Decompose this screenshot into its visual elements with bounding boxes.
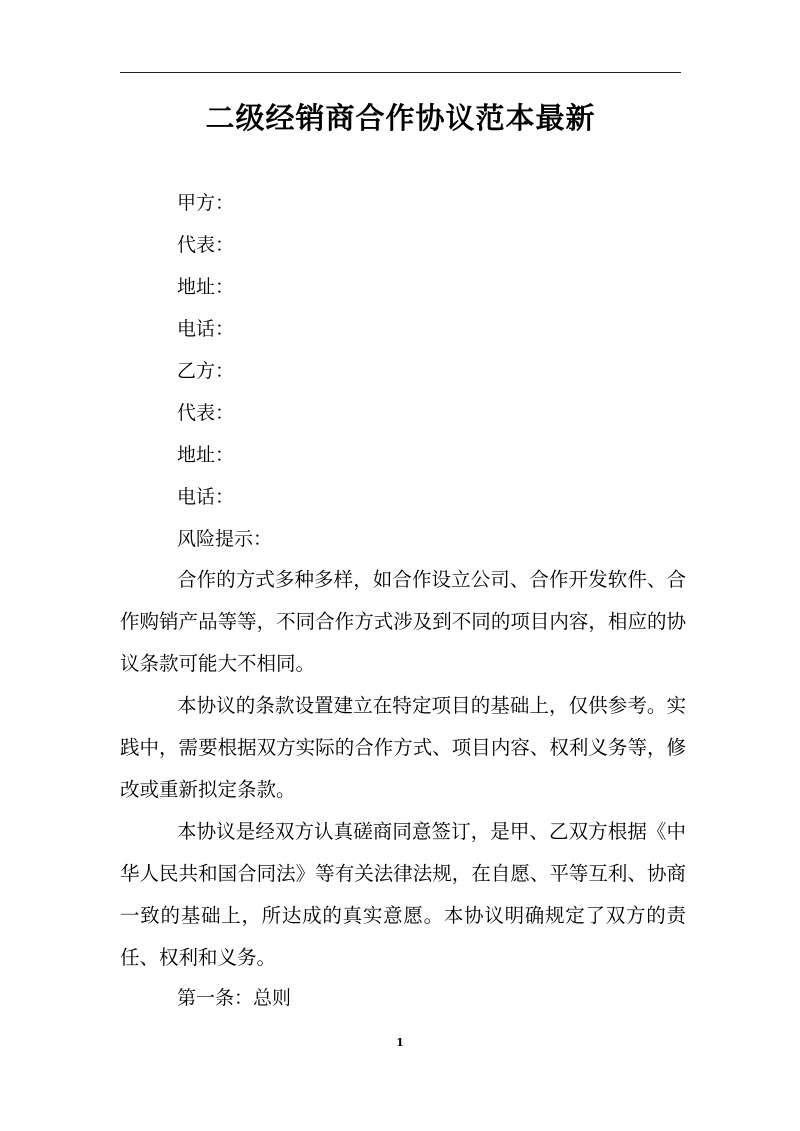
paragraph-agreement-basis: 本协议是经双方认真磋商同意签订，是甲、乙双方根据《中华人民共和国合同法》等有关法律法规，在自愿、平等互利、协商一致的基础上，所达成的真实意愿。本协议明确规定了双方的责任、权利和义务。 <box>120 820 686 969</box>
header-rule <box>120 72 681 73</box>
party-b-address-label: 地址： <box>177 444 235 466</box>
party-a-phone-label: 电话： <box>177 318 235 340</box>
article-1-heading: 第一条：总则 <box>177 987 292 1009</box>
party-b-representative-label: 代表： <box>177 402 235 424</box>
party-b-label: 乙方： <box>177 360 235 382</box>
party-a-address-label: 地址： <box>177 276 235 298</box>
paragraph-cooperation-methods: 合作的方式多种多样，如合作设立公司、合作开发软件、合作购销产品等等，不同合作方式涉及到不同的项目内容，相应的协议条款可能大不相同。 <box>120 568 686 675</box>
party-b-phone-label: 电话： <box>177 486 235 508</box>
document-title: 二级经销商合作协议范本最新 <box>205 101 596 135</box>
page-number: 1 <box>396 1036 404 1049</box>
party-a-label: 甲方： <box>177 192 235 214</box>
risk-notice-label: 风险提示： <box>177 528 273 550</box>
party-a-representative-label: 代表： <box>177 234 235 256</box>
paragraph-reference-only: 本协议的条款设置建立在特定项目的基础上，仅供参考。实践中，需要根据双方实际的合作方式、项目内容、权利义务等，修改或重新拟定条款。 <box>120 694 686 801</box>
